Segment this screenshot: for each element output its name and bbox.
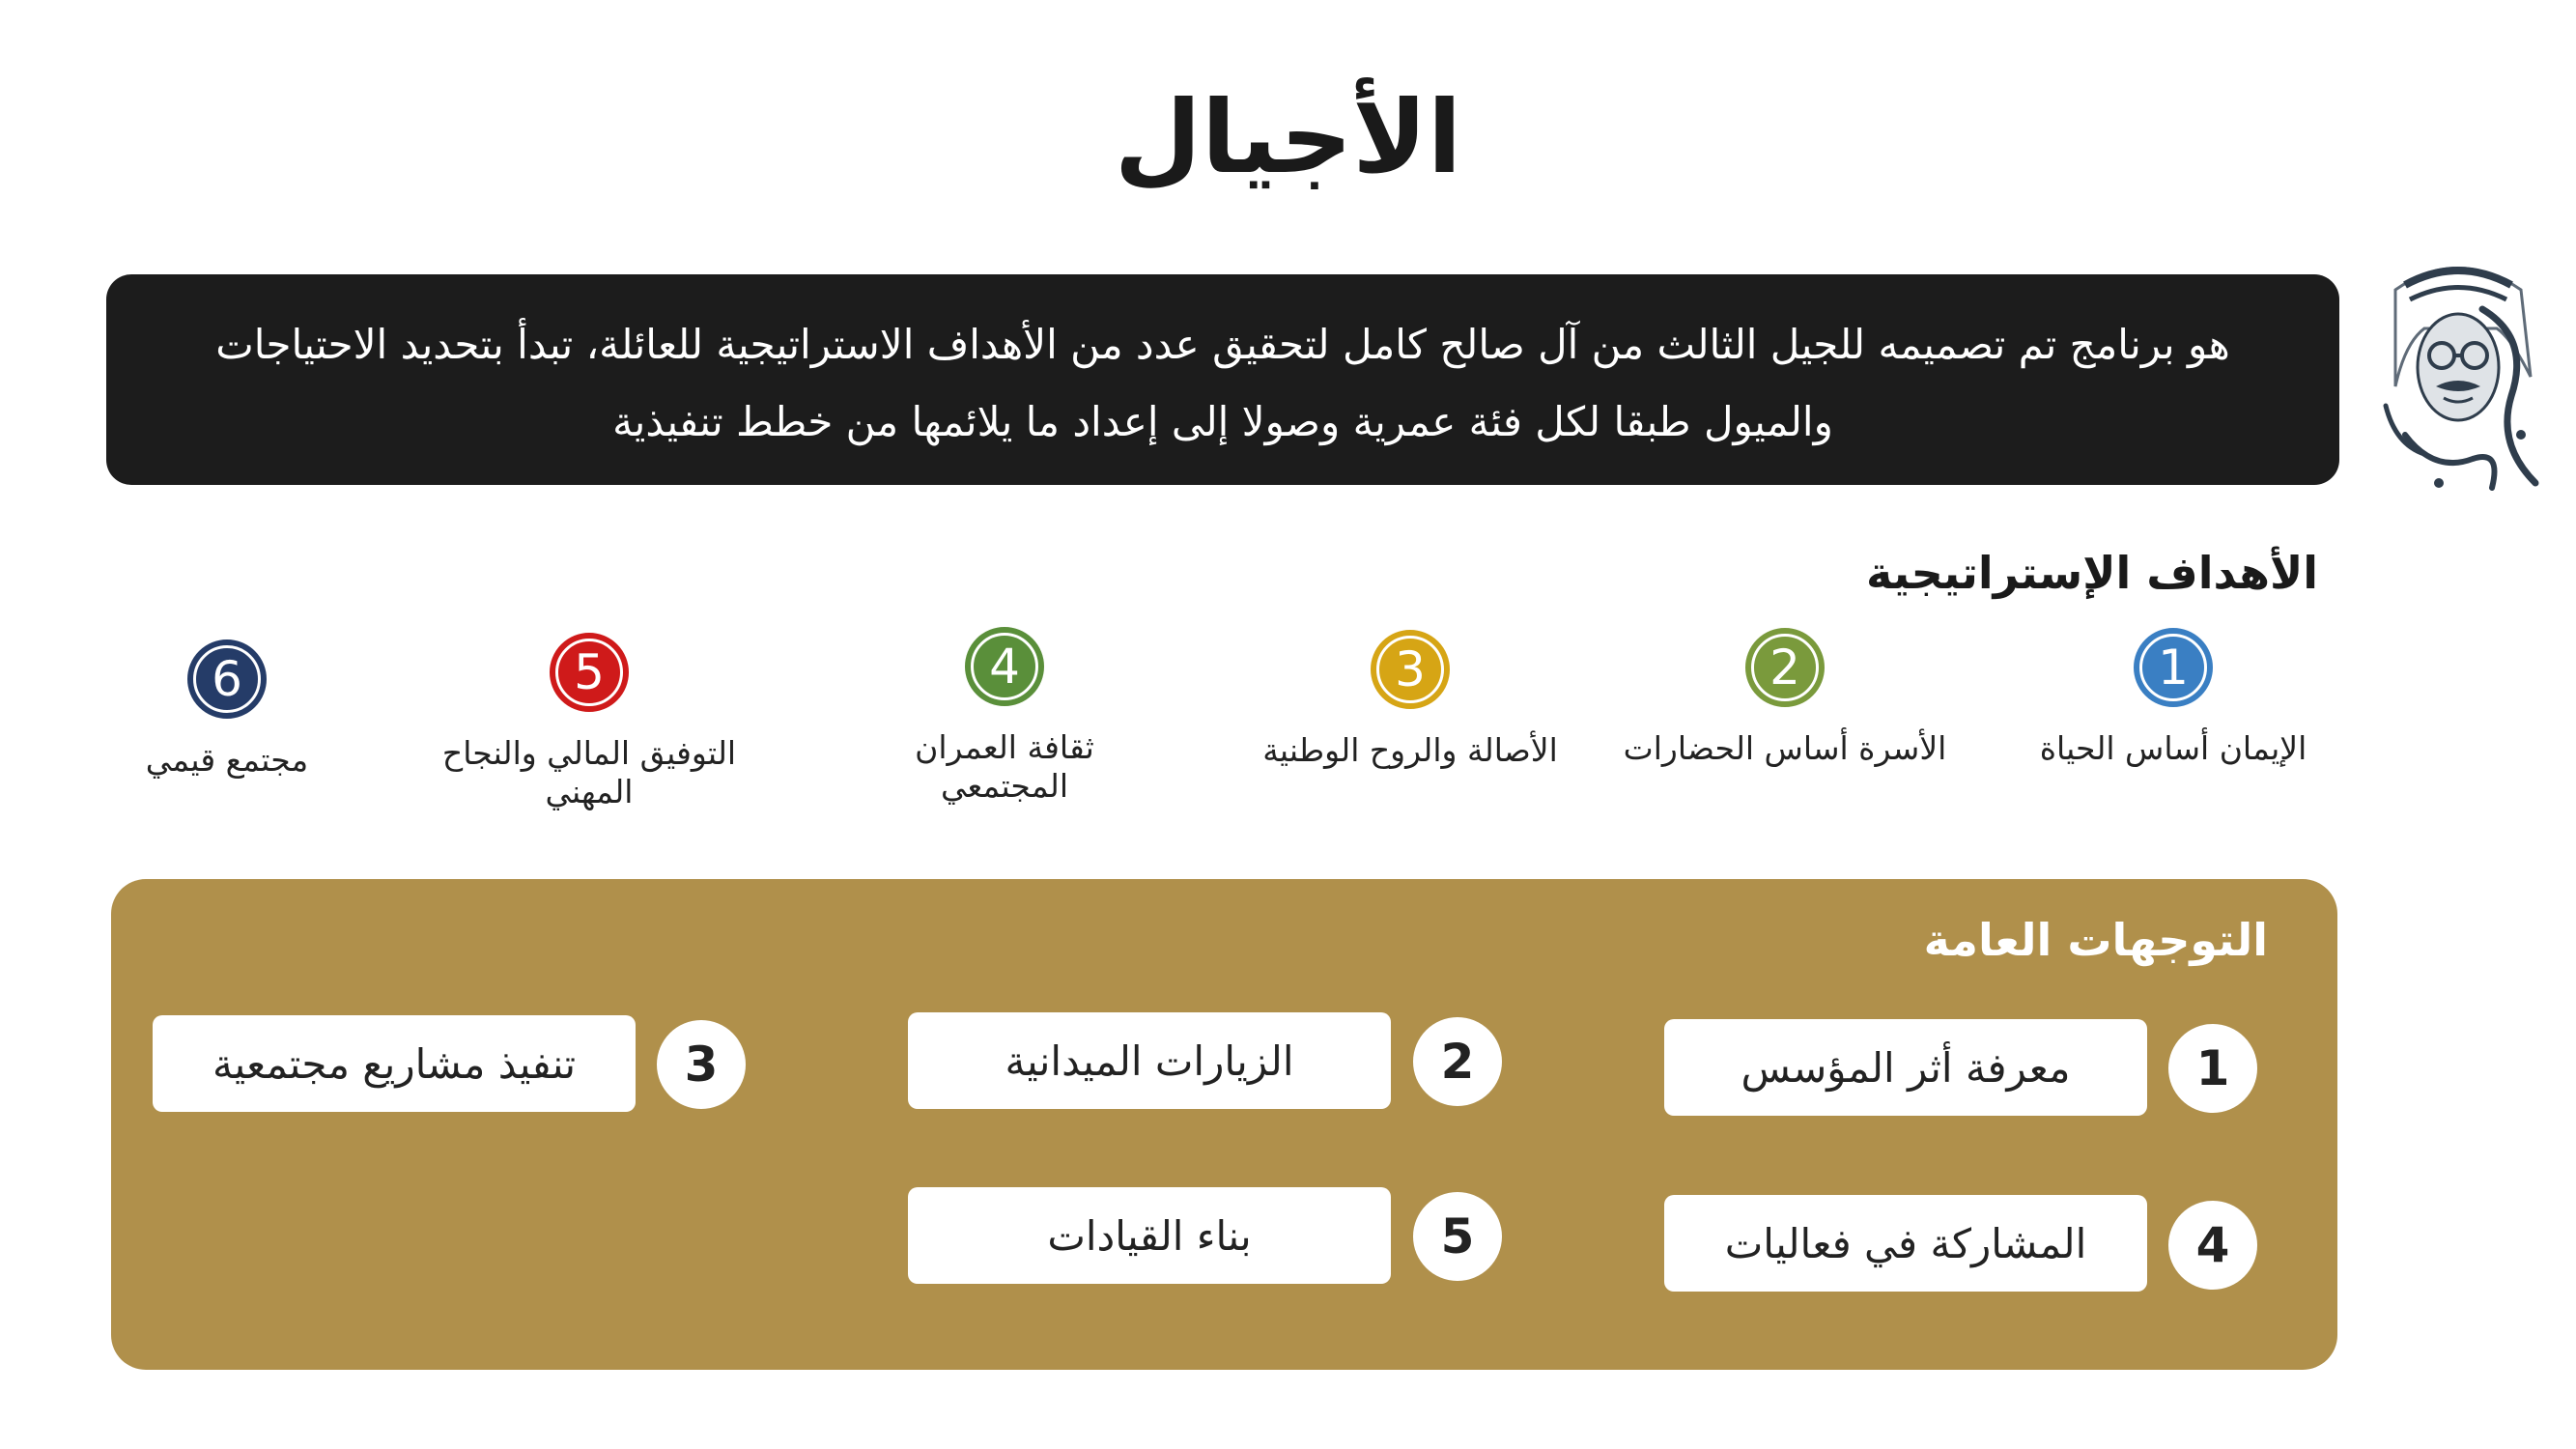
direction-box: الزيارات الميدانية [908,1012,1391,1109]
general-directions-panel [111,879,2337,1370]
goal-label: ثقافة العمران المجتمعي [915,728,1094,805]
goal-number-circle: 3 [1366,625,1455,714]
page-title: الأجيال [1114,78,1462,196]
direction-number: 4 [2168,1201,2257,1290]
goal-label: الأصالة والروح الوطنية [1262,731,1558,769]
goal-number-circle: 6 [183,635,271,724]
goal-item [2009,623,2337,768]
direction-number: 5 [1413,1192,1502,1281]
goal-label: التوفيق المالي والنجاح المهني [441,734,737,810]
goal-item [840,622,1169,806]
goal-number-circle: 5 [545,628,634,717]
direction-box: تنفيذ مشاريع مجتمعية [153,1015,636,1112]
goal-item [63,635,391,780]
direction-box: المشاركة في فعاليات [1664,1195,2147,1292]
strategic-goals-heading: الأهداف الإستراتيجية [1866,547,2318,599]
direction-box: معرفة أثر المؤسس [1664,1019,2147,1116]
direction-box: بناء القيادات [908,1187,1391,1284]
goal-number-circle: 2 [1741,623,1829,712]
goal-item [1246,625,1574,770]
goal-label: مجتمع قيمي [145,741,309,779]
founder-portrait-icon [2366,251,2550,497]
goal-number-circle: 4 [960,622,1049,711]
goal-number-circle: 1 [2129,623,2218,712]
general-directions-heading: التوجهات العامة [1923,914,2268,966]
direction-number: 2 [1413,1017,1502,1106]
intro-box [106,274,2339,485]
intro-line: والميول طبقا لكل فئة عمرية وصولا إلى إعداد ما يلائمها من خطط تنفيذية [612,398,1833,445]
direction-number: 3 [657,1020,746,1109]
goal-item [1621,623,1949,768]
goal-label: الأسرة أساس الحضارات [1623,729,1947,767]
direction-number: 1 [2168,1024,2257,1113]
goal-label: الإيمان أساس الحياة [2039,729,2307,767]
intro-line: هو برنامج تم تصميمه للجيل الثالث من آل صالح كامل لتحقيق عدد من الأهداف الاستراتيجية للعائلة، تبدأ بتحديد الاحتياجات [215,321,2230,368]
goal-item [425,628,753,811]
